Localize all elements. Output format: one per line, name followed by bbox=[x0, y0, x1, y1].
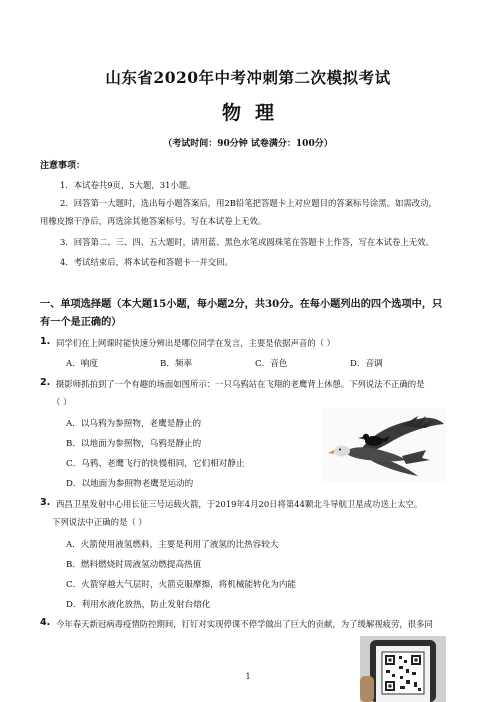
question-2-option-a: A．以乌鸦为参照物，老鹰是静止的 bbox=[66, 419, 202, 429]
question-3-text: 西昌卫星发射中心用长征三号运载火箭，于2019年4月20日将第44颗北斗导航卫星成功送上太空。 bbox=[56, 499, 423, 509]
question-2-text: 摄影师抓拍到了一个有趣的场面如图所示：一只乌鸦站在飞翔的老鹰背上休憩。下列说法不正确的是 bbox=[56, 379, 425, 389]
question-3-option-c: C．火箭穿越大气层时，火箭克服摩擦，将机械能转化为内能 bbox=[66, 580, 297, 590]
question-3-text-cont: 下列说法中正确的是（ ） bbox=[52, 517, 147, 527]
question-2-option-c: C．乌鸦、老鹰飞行的快慢相同，它们相对静止 bbox=[66, 459, 245, 469]
page-number: 1 bbox=[245, 672, 251, 681]
notes-item-1: 1．本试卷共9页，5大题，31小题。 bbox=[60, 180, 196, 190]
question-1-option-d: D．音调 bbox=[350, 359, 383, 369]
phone-qr-image bbox=[360, 636, 446, 702]
section-1-heading-cont: 有一个是正确的） bbox=[40, 316, 122, 328]
question-1-option-c: C．音色 bbox=[255, 359, 288, 369]
question-2-option-d: D．以地面为参照物老鹰是运动的 bbox=[66, 479, 194, 489]
question-2-number: 2. bbox=[40, 377, 51, 388]
question-1-option-a: A．响度 bbox=[66, 359, 98, 369]
notes-heading: 注意事项： bbox=[40, 161, 86, 171]
question-2-option-b: B．以地面为参照物，乌鸦是静止的 bbox=[66, 439, 202, 449]
notes-item-2-cont: 用橡皮擦干净后，再选涂其他答案标号。写在本试卷上无效。 bbox=[40, 216, 267, 226]
question-4-text: 今年春天新冠病毒疫情防控期间，钉钉对实现停课不停学做出了巨大的贡献，为了缓解视疲劳，很多同 bbox=[56, 619, 433, 629]
exam-meta: （考试时间：90分钟 试卷满分：100分） bbox=[163, 139, 333, 149]
question-4-number: 4. bbox=[40, 617, 51, 628]
notes-item-4: 4．考试结束后，将本试卷和答题卡一并交回。 bbox=[60, 257, 233, 267]
eagle-crow-image bbox=[322, 408, 446, 482]
section-1-heading: 一、单项选择题（本大题15小题，每小题2分，共30分。在每小题列出的四个选项中，只 bbox=[40, 298, 443, 310]
question-3-option-a: A．火箭使用液氢燃料，主要是利用了液氢的比热容较大 bbox=[66, 540, 279, 550]
notes-item-2: 2．回答第一大题时，选出每小题答案后，用2B铅笔把答题卡上对应题目的答案标号涂黑。如需改动， bbox=[60, 198, 437, 208]
subject-title: 物理 bbox=[221, 102, 288, 124]
question-3-number: 3. bbox=[40, 497, 51, 508]
question-1-option-b: B．频率 bbox=[160, 359, 193, 369]
question-2-blank: （ ） bbox=[52, 397, 72, 407]
question-3-option-d: D．利用水液化放热，防止发射台熔化 bbox=[66, 600, 211, 610]
question-1-number: 1. bbox=[40, 336, 51, 347]
notes-item-3: 3．回答第二、三、四、五大题时，请用蓝、黑色水笔或圆珠笔在答题卡上作答，写在本试卷上无效。 bbox=[60, 237, 434, 247]
exam-title: 山东省2020年中考冲刺第二次模拟考试 bbox=[105, 68, 391, 87]
question-3-option-b: B．燃料燃烧时周液氢动燃提高热值 bbox=[66, 560, 202, 570]
question-1-text: 同学们在上网课时能快速分辨出是哪位同学在发言，主要是依据声音的（ ） bbox=[56, 338, 336, 348]
